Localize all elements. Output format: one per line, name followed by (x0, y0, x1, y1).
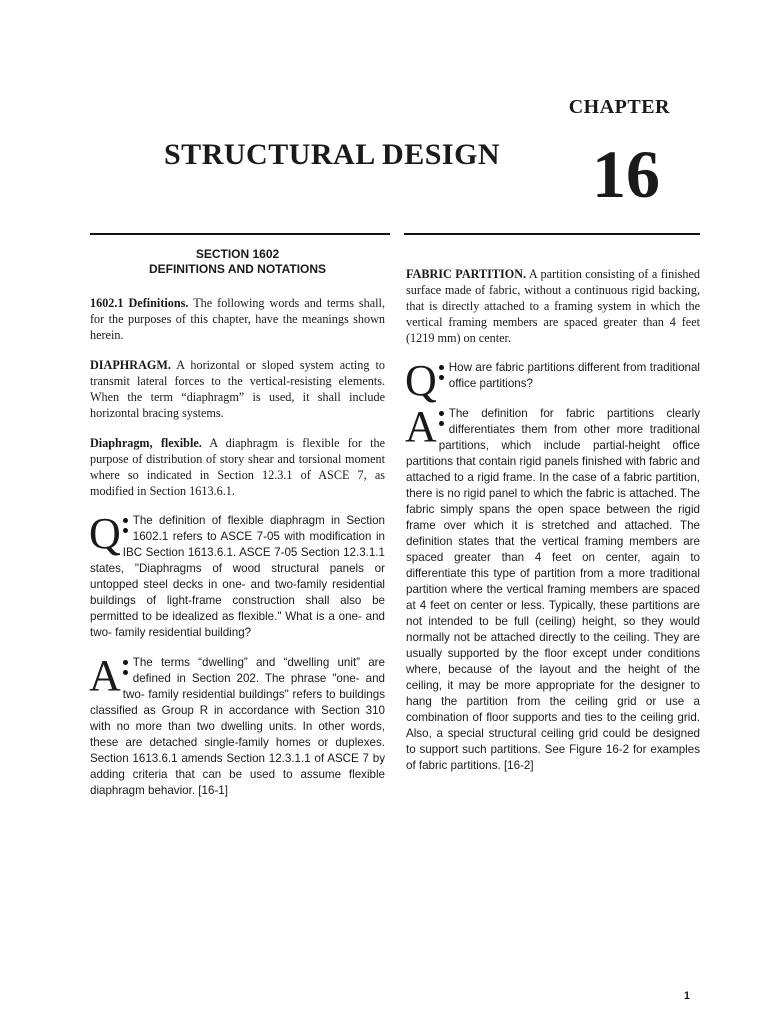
right-column (406, 266, 700, 788)
question-block-2 (405, 356, 700, 405)
bullet-colon-icon (439, 411, 445, 431)
answer-letter: A (405, 402, 437, 451)
question-block-1 (89, 509, 385, 641)
definitions-term: 1602.1 Definitions. (90, 296, 189, 310)
fabric-partition-term: FABRIC PARTITION. (406, 267, 527, 281)
diaphragm-paragraph (90, 357, 385, 421)
question-letter: Q (405, 356, 437, 405)
answer-letter: A (89, 651, 121, 700)
chapter-number: 16 (592, 136, 660, 212)
diaphragm-text: A horizontal or sloped system acting to transmit lateral forces to the vertical-resisting elements. When the term “diaphragm” is used, it shall include horizontal bracing systems. (90, 358, 385, 420)
answer-block-2 (405, 402, 700, 774)
diaphragm-flexible-paragraph (90, 435, 385, 499)
answer-text: The terms “dwelling” and “dwelling unit” are defined in Section 202. The phrase "one- and two- family residential buildings" refers to buildings classified as Group R in accordance with Section 310 with no more than two dwelling units. In other words, these are detached single-family homes or duplexes. Section 1613.6.1 amends Section 12.3.1.1 of ASCE 7 by adding criteria that can be used to assume flexible diaphragm behavior. [16-1] (90, 656, 385, 797)
bullet-colon-icon (439, 365, 445, 385)
fabric-partition-paragraph (406, 266, 700, 346)
answer-block-1 (89, 651, 385, 799)
question-text: How are fabric partitions different from traditional office partitions? (448, 361, 700, 390)
chapter-label: CHAPTER (568, 96, 670, 118)
diaphragm-flexible-text: A diaphragm is flexible for the purpose of distribution of story shear and torsional moment where so indicated in Section 12.3.1 of ASCE 7, as modified in Section 1613.6.1. (90, 436, 386, 498)
answer-text: The definition for fabric partitions clearly differentiates them from other more traditional partitions, which include partial-height office partitions that contain rigid panels finished with fabric and attached to a rigid frame. In the case of a fabric partition, there is no rigid panel to which the fabric is attached. The fabric simply spans the open space between the rigid frame over which it is stretched and attached. The definition states that the vertical framing members are spaced greater than 4 feet on center, again to differentiate this type of partition from a more traditional partition where the vertical framing members are spaced at 4 feet on center or less. Typically, these partitions are not intended to be full (ceiling) height, so they would normally not be attached directly to the ceiling. They are usually supported by the floor except under conditions where, because of the layout and the height of the ceiling, it may be more appropriate for the designer to hang the partition from the ceiling grid or use a combination of floor supports and ties to the ceiling grid. Also, a special structural ceiling grid could be designed to support such partitions. See Figure 16-2 for examples of fabric partitions. [16-2] (406, 407, 700, 772)
question-text: The definition of flexible diaphragm in Section 1602.1 refers to ASCE 7-05 with modification in IBC Section 1613.6.1. ASCE 7-05 Section 12.3.1.1 states, "Diaphragms of wood structural panels or untopped steel decks in one- and two-family residential buildings of light-frame construction shall also be permitted to be idealized as flexible." What is a one- and two- family residential building? (90, 514, 385, 639)
fabric-partition-text: A partition consisting of a finished surface made of fabric, without a continuous rigid backing, that is directly attached to a framing system in which the vertical framing members are spaced greater than 4 feet (1219 mm) on center. (406, 267, 700, 345)
diaphragm-term: DIAPHRAGM. (90, 358, 171, 372)
page-title: STRUCTURAL DESIGN (164, 138, 501, 171)
bullet-colon-icon (123, 660, 129, 680)
definitions-text: The following words and terms shall, for the purposes of this chapter, have the meanings shown herein. (90, 296, 385, 342)
header-rule-right (404, 233, 700, 235)
header-rule-left (90, 233, 390, 235)
section-heading (90, 247, 385, 277)
bullet-colon-icon (123, 518, 129, 538)
section-title: DEFINITIONS AND NOTATIONS (148, 262, 327, 276)
definitions-paragraph (90, 295, 385, 343)
left-column (90, 245, 385, 813)
page-number: 1 (683, 990, 690, 1002)
diaphragm-flexible-term: Diaphragm, flexible. (90, 436, 202, 450)
section-number: SECTION 1602 (195, 247, 280, 261)
question-letter: Q (89, 509, 121, 558)
